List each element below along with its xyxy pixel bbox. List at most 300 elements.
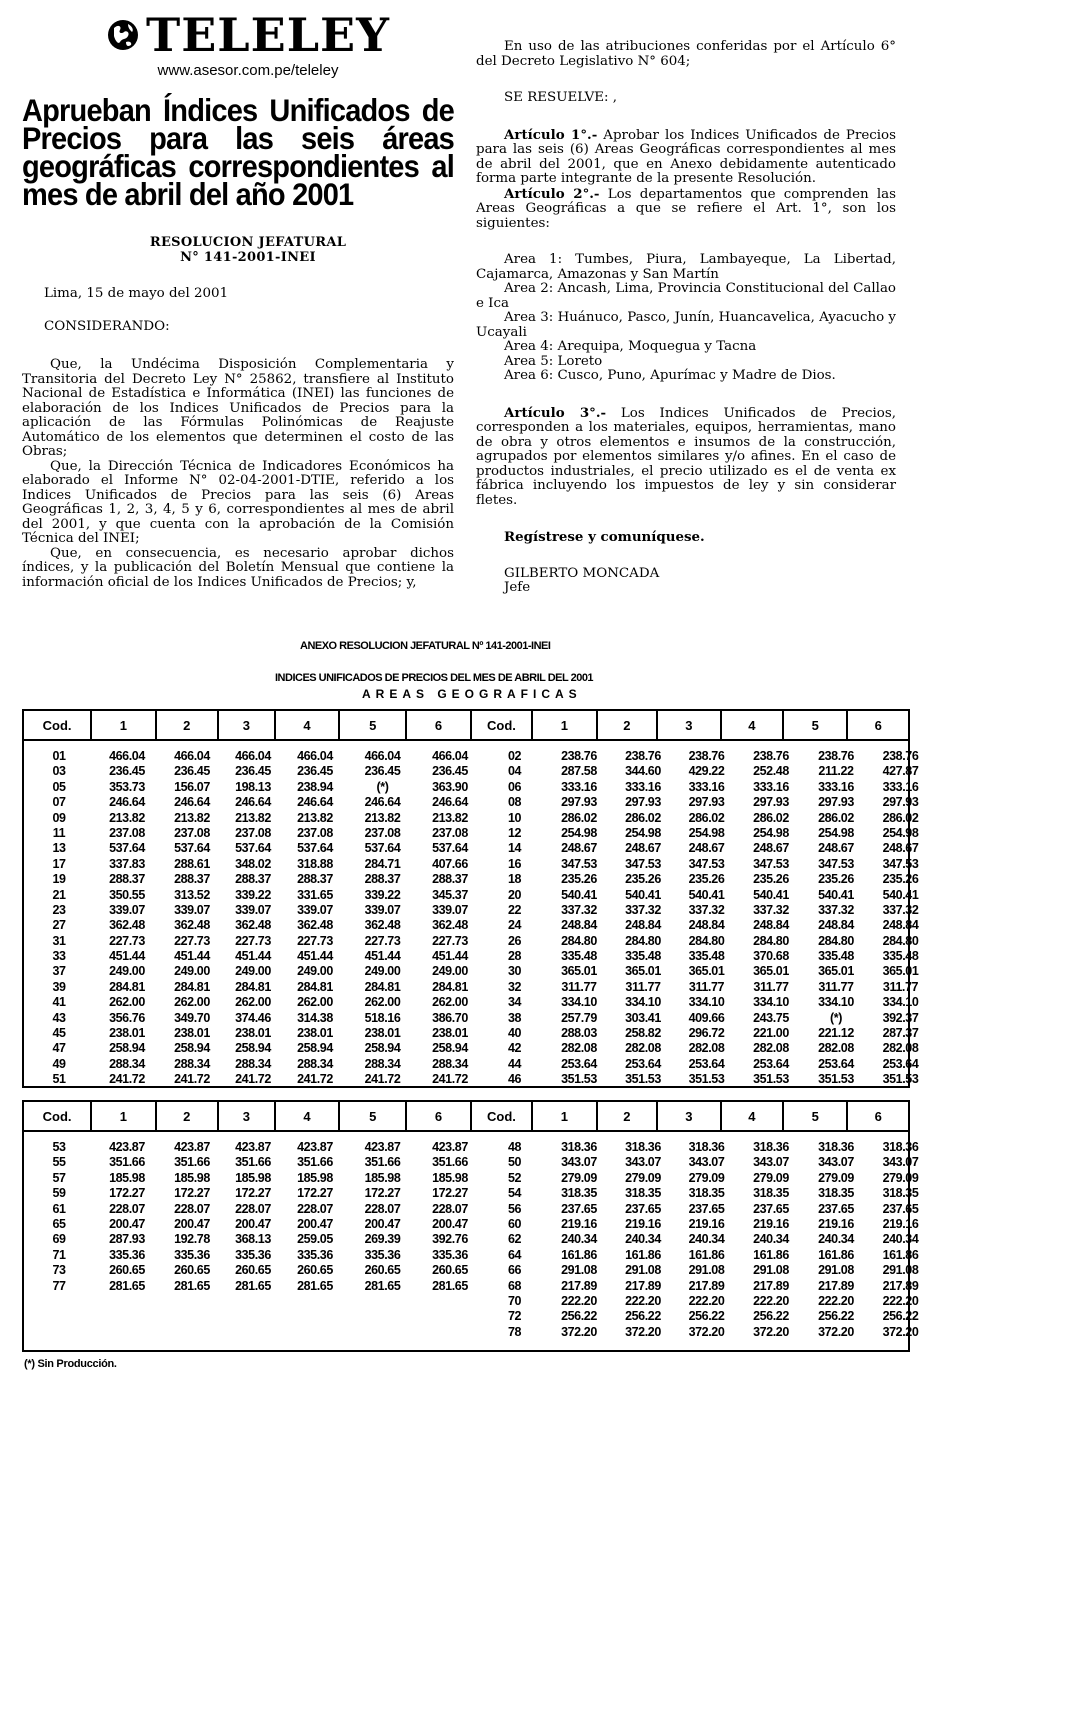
code-cell: 34	[507, 995, 522, 1010]
index-cell: 334.10	[882, 995, 919, 1010]
code-cell: 55	[52, 1155, 66, 1170]
index-cell: 372.20	[561, 1324, 597, 1339]
area-3-column	[674, 1140, 739, 1340]
index-cell: 217.89	[561, 1278, 597, 1293]
index-cell: 303.41	[625, 1010, 661, 1025]
index-cell: 362.48	[432, 918, 468, 933]
index-cell: 248.67	[688, 841, 725, 856]
index-cell: 243.75	[753, 1010, 789, 1025]
index-cell: 227.73	[235, 933, 271, 948]
index-cell: 254.98	[688, 825, 725, 840]
index-cell: 284.81	[297, 979, 333, 994]
index-cell: 281.65	[364, 1278, 401, 1293]
index-cell: 246.64	[297, 795, 333, 810]
index-cell: 318.88	[297, 856, 333, 871]
annex-title: ANEXO RESOLUCION JEFATURAL Nº 141-2001-INEI	[300, 640, 551, 652]
index-cell: 200.47	[432, 1216, 468, 1231]
code-cell: 27	[52, 918, 66, 933]
index-cell: 237.08	[297, 825, 333, 840]
index-cell: 318.36	[625, 1140, 661, 1154]
index-cell: 217.89	[753, 1278, 789, 1293]
index-cell: 198.13	[235, 779, 271, 794]
code-cell: 08	[507, 795, 522, 810]
header-area-5: 5	[340, 1102, 407, 1130]
index-cell: 466.04	[432, 749, 468, 763]
index-cell: 347.53	[818, 856, 854, 871]
code-cell: 48	[507, 1140, 522, 1154]
index-cell: 238.01	[364, 1026, 401, 1041]
index-cell: 297.93	[625, 795, 661, 810]
index-cell: 365.01	[561, 964, 597, 979]
code-column	[24, 749, 94, 1088]
code-cell: 54	[507, 1186, 522, 1201]
index-cell: 156.07	[174, 779, 210, 794]
index-cell: 318.35	[818, 1186, 854, 1201]
brand-name: TELELEY	[146, 8, 390, 62]
header-area-6: 6	[407, 1102, 471, 1130]
index-cell: 235.26	[561, 872, 597, 887]
index-cell: 353.73	[109, 779, 145, 794]
index-cell: 281.65	[109, 1278, 145, 1293]
index-cell: 333.16	[818, 779, 854, 794]
index-cell: 228.07	[432, 1201, 468, 1216]
index-cell: 540.41	[818, 887, 854, 902]
index-cell: 249.00	[432, 964, 468, 979]
index-cell: 351.66	[432, 1155, 468, 1170]
index-cell: 185.98	[297, 1170, 333, 1185]
place-date: Lima, 15 de mayo del 2001	[44, 286, 229, 301]
header-area-3: 3	[658, 1102, 721, 1130]
index-cell: 257.79	[561, 1010, 597, 1025]
index-cell: 258.94	[235, 1041, 271, 1056]
index-cell: 334.10	[688, 995, 725, 1010]
index-cell: 337.32	[688, 902, 725, 917]
area-3-column	[224, 1140, 282, 1340]
index-cell: 248.67	[818, 841, 854, 856]
index-cell: 451.44	[235, 949, 271, 964]
index-cell: 238.01	[235, 1026, 271, 1041]
area-6-column	[417, 749, 483, 1088]
index-cell: 237.08	[109, 825, 145, 840]
index-cell: 227.73	[297, 933, 333, 948]
index-cell: 246.64	[174, 795, 210, 810]
index-cell: 228.07	[364, 1201, 401, 1216]
header-area-2: 2	[157, 1102, 219, 1130]
index-cell: 311.77	[625, 979, 661, 994]
code-cell: 21	[52, 887, 66, 902]
resolution-line-1: RESOLUCION JEFATURAL	[149, 235, 347, 250]
index-cell: 335.48	[688, 949, 725, 964]
code-cell: 18	[507, 872, 522, 887]
code-cell: 70	[507, 1293, 522, 1308]
index-cell: 236.45	[235, 764, 271, 779]
articulo-1-label: Artículo 1°.-	[504, 126, 598, 143]
index-cell: 256.22	[818, 1309, 854, 1324]
area-4-column	[739, 1140, 803, 1340]
index-cell: 337.83	[109, 856, 145, 871]
index-cell: 219.16	[625, 1216, 661, 1231]
index-cell: 219.16	[818, 1216, 854, 1231]
code-cell: 44	[507, 1056, 522, 1071]
index-cell: 241.72	[432, 1072, 468, 1087]
index-cell: 222.20	[561, 1293, 597, 1308]
masthead	[44, 8, 452, 79]
index-cell: 297.93	[561, 795, 597, 810]
index-cell: 248.67	[561, 841, 597, 856]
index-cell: 451.44	[364, 949, 401, 964]
header-area-6: 6	[874, 1108, 882, 1124]
header-area-5: 5	[340, 711, 407, 739]
index-cell: 518.16	[364, 1010, 401, 1025]
index-cell: 258.94	[364, 1041, 401, 1056]
code-cell: 07	[52, 795, 66, 810]
index-cell: 249.00	[109, 964, 145, 979]
index-cell: 248.84	[688, 918, 725, 933]
code-cell: 39	[52, 979, 66, 994]
index-cell: 451.44	[297, 949, 333, 964]
index-cell: 451.44	[174, 949, 210, 964]
header-area-6: 6	[407, 711, 471, 739]
code-cell: 66	[507, 1263, 522, 1278]
index-cell: 256.22	[882, 1309, 919, 1324]
code-cell: 50	[507, 1155, 522, 1170]
index-cell: 279.09	[753, 1170, 789, 1185]
index-cell: 362.48	[297, 918, 333, 933]
index-cell: 253.64	[688, 1056, 725, 1071]
index-cell: 286.02	[753, 810, 789, 825]
index-cell: 362.48	[174, 918, 210, 933]
index-cell: 540.41	[753, 887, 789, 902]
index-cell: 335.48	[882, 949, 919, 964]
index-cell: 238.01	[174, 1026, 210, 1041]
index-cell: 343.07	[561, 1155, 597, 1170]
index-cell: 374.46	[235, 1010, 271, 1025]
index-cell: 540.41	[688, 887, 725, 902]
code-cell: 52	[507, 1170, 522, 1185]
index-cell: 347.53	[688, 856, 725, 871]
index-cell: 258.94	[432, 1041, 468, 1056]
index-cell: 253.64	[882, 1056, 919, 1071]
code-column	[24, 1140, 94, 1340]
index-cell: 356.76	[109, 1010, 145, 1025]
index-cell: 392.37	[882, 1010, 919, 1025]
code-cell: 03	[52, 764, 66, 779]
area-2-column	[612, 749, 674, 1088]
area-4: Area 4: Arequipa, Moquegua y Tacna	[504, 339, 757, 354]
index-cell: 172.27	[235, 1186, 271, 1201]
annex-subtitle: INDICES UNIFICADOS DE PRECIOS DEL MES DE ABRIL DEL 2001	[275, 672, 594, 684]
code-cell: 60	[507, 1216, 522, 1231]
area-4-column	[739, 749, 803, 1088]
website-url[interactable]: www.asesor.com.pe/teleley	[157, 62, 339, 79]
considerando-label: CONSIDERANDO:	[44, 318, 170, 334]
code-cell: 06	[507, 779, 522, 794]
index-cell: 256.22	[753, 1309, 789, 1324]
index-cell: 335.36	[364, 1247, 401, 1262]
index-cell: 260.65	[432, 1263, 468, 1278]
index-cell: 279.09	[818, 1170, 854, 1185]
index-cell: 281.65	[174, 1278, 210, 1293]
headline: Aprueban Índices Unificados de Precios para las seis áreas geográficas correspondientes al mes de abril del año 2001	[22, 93, 454, 213]
index-cell: 282.08	[625, 1041, 661, 1056]
code-cell: 51	[52, 1072, 66, 1087]
areas-list	[476, 253, 896, 384]
index-cell: 227.73	[174, 933, 210, 948]
index-cell: 540.41	[625, 887, 661, 902]
code-cell: 10	[507, 810, 522, 825]
index-cell: 258.94	[297, 1041, 333, 1056]
index-cell: 537.64	[432, 841, 468, 856]
index-cell: 333.16	[688, 779, 725, 794]
index-cell: 335.48	[561, 949, 597, 964]
index-cell: 249.00	[297, 964, 333, 979]
index-cell: 318.35	[625, 1186, 661, 1201]
index-cell: 279.09	[688, 1170, 725, 1185]
index-cell: 314.38	[297, 1010, 333, 1025]
index-cell: 240.34	[625, 1232, 661, 1247]
index-cell: 344.60	[625, 764, 661, 779]
index-cell: 343.07	[688, 1155, 725, 1170]
index-cell: 284.81	[235, 979, 271, 994]
index-cell: 429.22	[688, 764, 725, 779]
index-cell: 237.08	[364, 825, 401, 840]
code-cell: 42	[507, 1041, 522, 1056]
index-cell: 333.16	[753, 779, 789, 794]
index-cell: 281.65	[235, 1278, 271, 1293]
index-cell: 172.27	[174, 1186, 210, 1201]
index-cell: 311.77	[561, 979, 597, 994]
header-area-4: 4	[276, 711, 340, 739]
index-cell: 288.34	[297, 1056, 333, 1071]
index-cell: 240.34	[688, 1232, 725, 1247]
globe-icon	[106, 18, 140, 52]
index-cell: 238.76	[561, 749, 597, 763]
index-cell: 252.48	[753, 764, 789, 779]
index-cell: 351.66	[364, 1155, 401, 1170]
index-cell: 246.64	[235, 795, 271, 810]
index-cell: 284.80	[561, 933, 597, 948]
code-cell: 61	[52, 1201, 66, 1216]
area-6: Area 6: Cusco, Puno, Apurímac y Madre de Dios.	[504, 368, 836, 383]
index-cell: 288.34	[109, 1056, 145, 1071]
index-cell: 339.22	[364, 887, 401, 902]
index-cell: 334.10	[753, 995, 789, 1010]
index-cell: 235.26	[688, 872, 725, 887]
header-area-5: 5	[784, 711, 848, 739]
area-5-column	[803, 1140, 869, 1340]
code-column	[483, 749, 546, 1088]
index-cell: 291.08	[688, 1263, 725, 1278]
index-cell: 372.20	[688, 1324, 725, 1339]
table-body	[24, 741, 919, 1088]
articulo-2-text: Los departamentos que comprenden las Areas Geográficas a que se refiere el Art. 1°, son los siguientes:	[476, 186, 896, 231]
index-cell: 237.65	[561, 1201, 597, 1216]
code-cell: 16	[507, 856, 522, 871]
code-cell: 09	[52, 810, 66, 825]
index-cell: 279.09	[561, 1170, 597, 1185]
index-cell: 258.94	[109, 1041, 145, 1056]
index-cell: 423.87	[109, 1140, 145, 1154]
index-cell: 269.39	[364, 1232, 401, 1247]
index-cell: 282.08	[688, 1041, 725, 1056]
index-cell: 423.87	[432, 1140, 468, 1154]
index-cell: 337.32	[561, 902, 597, 917]
area-2: Area 2: Ancash, Lima, Provincia Constitucional del Callao e Ica	[476, 281, 896, 311]
index-cell: 240.34	[818, 1232, 854, 1247]
index-cell: 286.02	[818, 810, 854, 825]
index-cell: 343.07	[818, 1155, 854, 1170]
code-cell: 33	[52, 949, 66, 964]
index-cell: 291.08	[753, 1263, 789, 1278]
index-cell: 282.08	[753, 1041, 789, 1056]
area-1: Area 1: Tumbes, Piura, Lambayeque, La Libertad, Cajamarca, Amazonas y San Martín	[476, 252, 896, 282]
index-cell: 253.64	[818, 1056, 854, 1071]
index-cell: 337.32	[882, 902, 919, 917]
index-cell: 237.65	[882, 1201, 919, 1216]
index-cell: 254.98	[625, 825, 661, 840]
code-cell: 13	[52, 841, 66, 856]
code-cell: 49	[52, 1056, 66, 1071]
index-cell: 260.65	[235, 1263, 271, 1278]
area-3: Area 3: Huánuco, Pasco, Junín, Huancavelica, Ayacucho y Ucayali	[476, 310, 896, 340]
area-6-column	[417, 1140, 483, 1340]
index-cell: 423.87	[364, 1140, 401, 1154]
articulo-2	[476, 187, 896, 232]
index-cell: 236.45	[364, 764, 401, 779]
index-cell: 248.84	[625, 918, 661, 933]
index-cell: 351.66	[235, 1155, 271, 1170]
index-cell: 351.66	[174, 1155, 210, 1170]
index-cell: 238.76	[882, 749, 919, 763]
index-cell: 311.77	[882, 979, 919, 994]
code-cell: 64	[507, 1247, 522, 1262]
area-6-column	[869, 1140, 932, 1340]
code-cell: 46	[507, 1072, 522, 1087]
index-cell: 288.37	[364, 872, 401, 887]
index-cell: 235.26	[882, 872, 919, 887]
header-area-6: 6	[874, 717, 882, 733]
code-cell: 02	[507, 749, 522, 763]
index-cell: 318.36	[688, 1140, 725, 1154]
code-cell: 53	[52, 1140, 66, 1154]
code-cell: 05	[52, 779, 66, 794]
index-cell: 281.65	[297, 1278, 333, 1293]
index-cell: 253.64	[625, 1056, 661, 1071]
index-cell: 351.53	[818, 1072, 854, 1087]
index-cell: 288.34	[432, 1056, 468, 1071]
index-cell: 288.37	[235, 872, 271, 887]
index-cell: 254.98	[753, 825, 789, 840]
header-area-4: 4	[722, 1102, 784, 1130]
index-cell: 337.32	[625, 902, 661, 917]
index-cell: 318.35	[688, 1186, 725, 1201]
index-cell: 236.45	[174, 764, 210, 779]
index-cell: 284.80	[688, 933, 725, 948]
code-cell: 65	[52, 1216, 66, 1231]
index-cell: 235.26	[753, 872, 789, 887]
index-cell: 365.01	[882, 964, 919, 979]
index-cell: 297.93	[882, 795, 919, 810]
index-cell: 246.64	[109, 795, 145, 810]
index-cell: 334.10	[818, 995, 854, 1010]
index-cell: 235.26	[818, 872, 854, 887]
index-cell: 253.64	[561, 1056, 597, 1071]
area-3-column	[674, 749, 739, 1088]
code-column	[483, 1140, 546, 1340]
code-cell: 32	[507, 979, 522, 994]
index-cell: 237.08	[235, 825, 271, 840]
closing: Regístrese y comuníquese.	[504, 529, 705, 545]
index-cell: 363.90	[432, 779, 468, 794]
header-area-2: 2	[157, 711, 219, 739]
index-cell: 235.26	[625, 872, 661, 887]
index-cell: 172.27	[109, 1186, 145, 1201]
index-cell: 423.87	[235, 1140, 271, 1154]
index-cell: 297.93	[688, 795, 725, 810]
table-half-left	[24, 749, 483, 1088]
index-cell: 238.94	[297, 779, 333, 794]
index-cell: 451.44	[432, 949, 468, 964]
index-cell: 318.35	[882, 1186, 919, 1201]
index-cell: 248.84	[753, 918, 789, 933]
code-cell: 45	[52, 1026, 66, 1041]
index-cell: 288.03	[561, 1026, 597, 1041]
index-cell: 288.61	[174, 856, 210, 871]
index-cell: 365.01	[625, 964, 661, 979]
code-cell: 59	[52, 1186, 66, 1201]
code-cell: 28	[507, 949, 522, 964]
index-cell: 241.72	[235, 1072, 271, 1087]
index-cell: 386.70	[432, 1010, 468, 1025]
index-cell: 259.05	[297, 1232, 333, 1247]
index-cell: 335.48	[818, 949, 854, 964]
index-cell: 284.81	[109, 979, 145, 994]
index-cell: 260.65	[364, 1263, 401, 1278]
area-5: Area 5: Loreto	[504, 353, 603, 369]
index-cell: 258.82	[625, 1026, 661, 1041]
index-cell: 288.37	[432, 872, 468, 887]
index-cell: 227.73	[109, 933, 145, 948]
code-cell: 62	[507, 1232, 522, 1247]
index-cell: 345.37	[432, 887, 468, 902]
index-cell: 335.36	[174, 1247, 210, 1262]
index-cell: 238.76	[818, 749, 854, 763]
index-cell: 339.07	[297, 902, 333, 917]
indices-table-2	[22, 1100, 919, 1352]
area-2-column	[160, 749, 224, 1088]
index-cell: 282.08	[882, 1041, 919, 1056]
index-cell: 213.82	[432, 810, 468, 825]
code-cell: 77	[52, 1278, 66, 1293]
index-cell: 217.89	[882, 1278, 919, 1293]
indices-table-1	[22, 709, 919, 1088]
considerando-paragraph-1: Que, la Undécima Disposición Complementaria y Transitoria del Decreto Ley N° 25862, transfiere al Instituto Nacional de Estadística e Informática (INEI) las funciones de elaboración de los Indices Unificados de Precios para la aplicación de las Fórmulas Polinómicas de Reajuste Automático de los elementos que determinen el costo de las Obras;	[22, 357, 454, 459]
index-cell: 161.86	[882, 1247, 919, 1262]
index-cell: 249.00	[364, 964, 401, 979]
index-cell: 228.07	[109, 1201, 145, 1216]
index-cell: 260.65	[109, 1263, 145, 1278]
index-cell: 222.20	[882, 1293, 919, 1308]
index-cell: 537.64	[109, 841, 145, 856]
index-cell: 466.04	[235, 749, 271, 763]
index-cell: 286.02	[625, 810, 661, 825]
code-cell: 14	[507, 841, 522, 856]
index-cell: 248.67	[625, 841, 661, 856]
index-cell: 423.87	[297, 1140, 333, 1154]
header-area-2: 2	[598, 1102, 659, 1130]
index-cell: 256.22	[561, 1309, 597, 1324]
index-cell: 291.08	[818, 1263, 854, 1278]
